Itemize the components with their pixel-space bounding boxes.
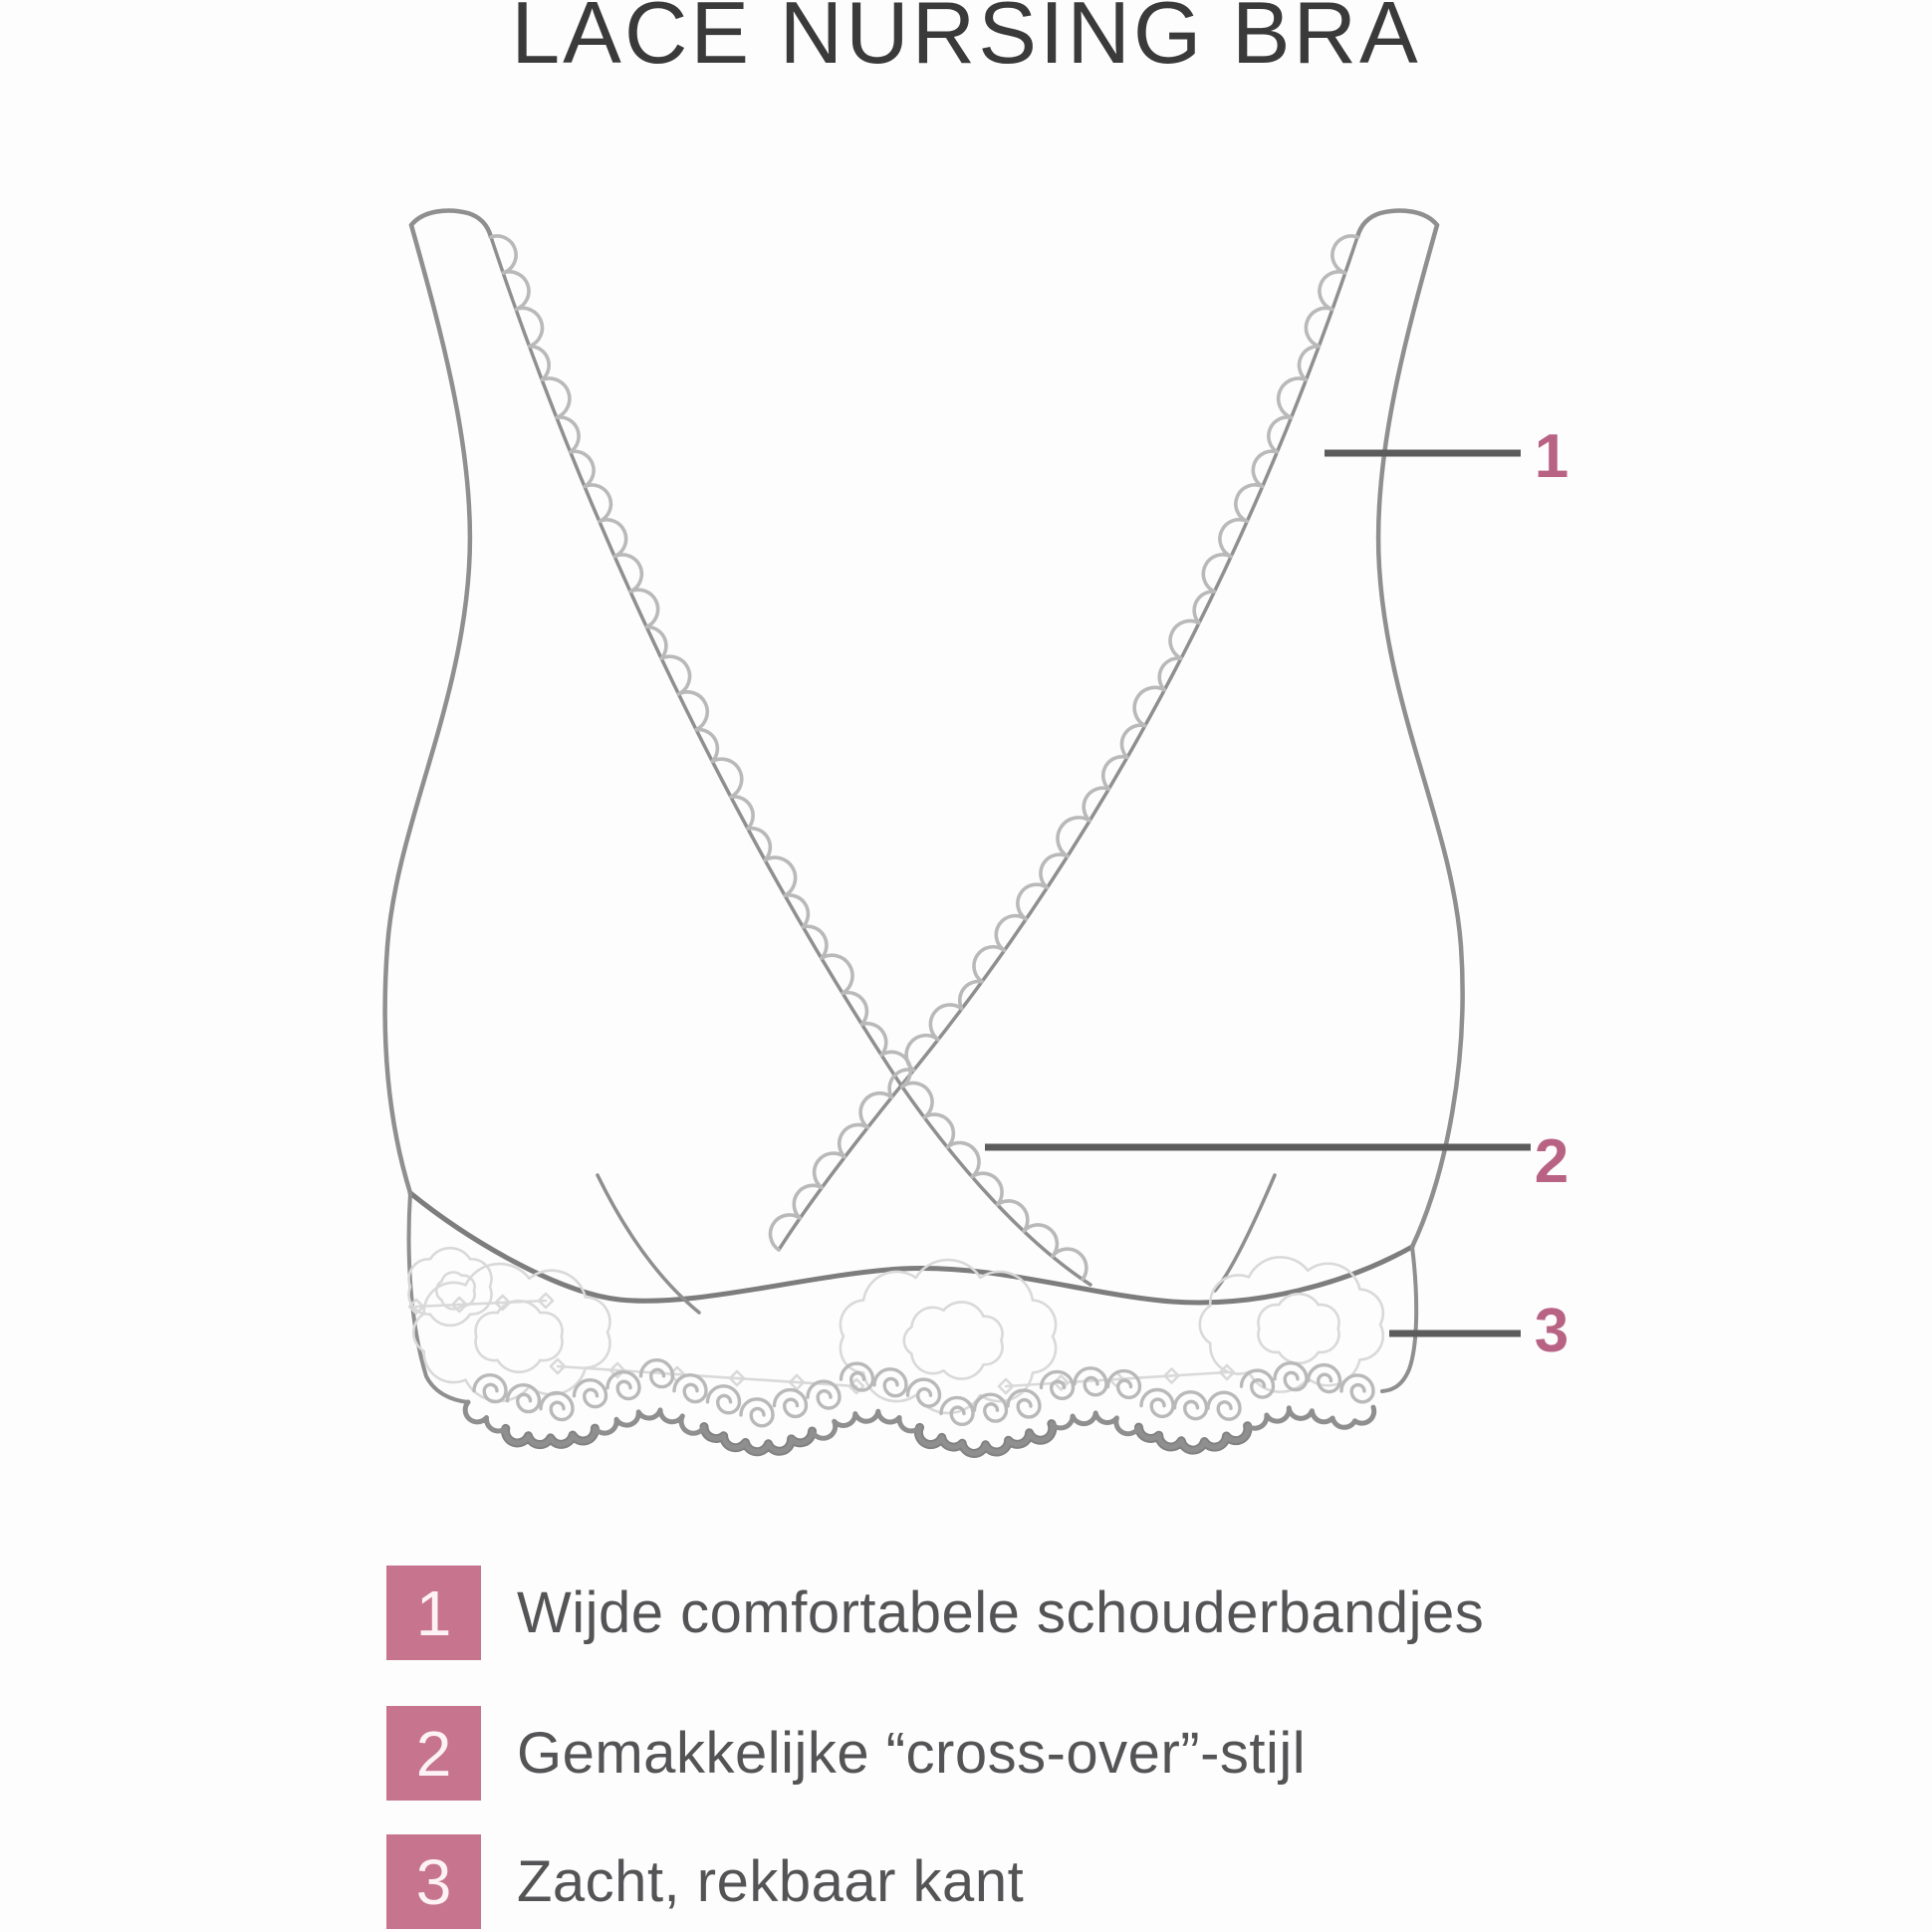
lace-flower <box>408 1248 491 1326</box>
neckline-scallop-trim <box>491 236 1357 1280</box>
callout-number-2: 2 <box>1534 1127 1570 1196</box>
lace-chain-line <box>416 1301 546 1307</box>
left-crossover-edge <box>491 237 1090 1285</box>
right-cup-crease <box>1215 1175 1275 1291</box>
right-strap-top-cap <box>1357 211 1437 237</box>
legend-item-crossover <box>386 1706 1306 1801</box>
legend-label-1: Wijde comfortabele schouderbandjes <box>517 1580 1485 1645</box>
legend-badge-3: 3 <box>386 1834 481 1929</box>
legend-item-straps <box>386 1566 1484 1660</box>
lace-flower-inner <box>1258 1294 1338 1363</box>
lace-spiral <box>775 1390 807 1417</box>
right-edge-scallops <box>771 236 1357 1250</box>
lace-spiral <box>1175 1392 1207 1419</box>
lace-flower <box>413 1264 609 1401</box>
left-cup-crease <box>598 1175 699 1313</box>
lace-spiral <box>1309 1365 1340 1392</box>
lace-spiral <box>975 1394 1007 1421</box>
lace-spiral <box>1208 1392 1240 1419</box>
callout-number-1: 1 <box>1534 422 1570 491</box>
lace-flower-inner <box>904 1302 1003 1378</box>
callout-number-3: 3 <box>1534 1297 1570 1365</box>
lace-spiral <box>874 1369 906 1396</box>
legend-item-lace <box>386 1834 1024 1929</box>
lace-spiral <box>1008 1390 1040 1417</box>
lace-spiral <box>607 1372 639 1399</box>
legend-label-2: Gemakkelijke “cross-over”-stijl <box>517 1721 1307 1786</box>
left-strap-top-cap <box>411 211 491 237</box>
left-strap-outer-edge <box>385 225 470 1193</box>
lace-spiral <box>541 1393 573 1420</box>
lace-chain-line <box>558 1366 856 1386</box>
lace-spiral <box>1341 1375 1373 1402</box>
lace-floral-motifs <box>408 1248 1382 1413</box>
legend-badge-2: 2 <box>386 1706 481 1801</box>
legend-label-3: Zacht, rekbaar kant <box>517 1849 1025 1914</box>
right-strap-outer-edge <box>1378 225 1463 1247</box>
band-right-edge <box>1382 1247 1416 1391</box>
lace-spiral <box>908 1379 940 1406</box>
lace-spiral <box>1141 1390 1173 1417</box>
lace-spiral <box>575 1380 606 1407</box>
lace-flower-inner <box>476 1301 563 1372</box>
lace-spiral <box>741 1399 773 1426</box>
left-edge-scallops <box>491 236 1087 1280</box>
lace-spiral <box>808 1381 840 1408</box>
lace-spiral <box>474 1375 506 1402</box>
lace-spiral <box>708 1386 740 1413</box>
underband-seam <box>410 1193 1412 1303</box>
scallop-edge <box>465 1402 1373 1453</box>
page-title: LACE NURSING BRA <box>511 0 1421 82</box>
band-scalloped-bottom-edge <box>465 1402 1373 1453</box>
legend-badge-1: 1 <box>386 1566 481 1660</box>
lace-spiral <box>674 1375 706 1402</box>
